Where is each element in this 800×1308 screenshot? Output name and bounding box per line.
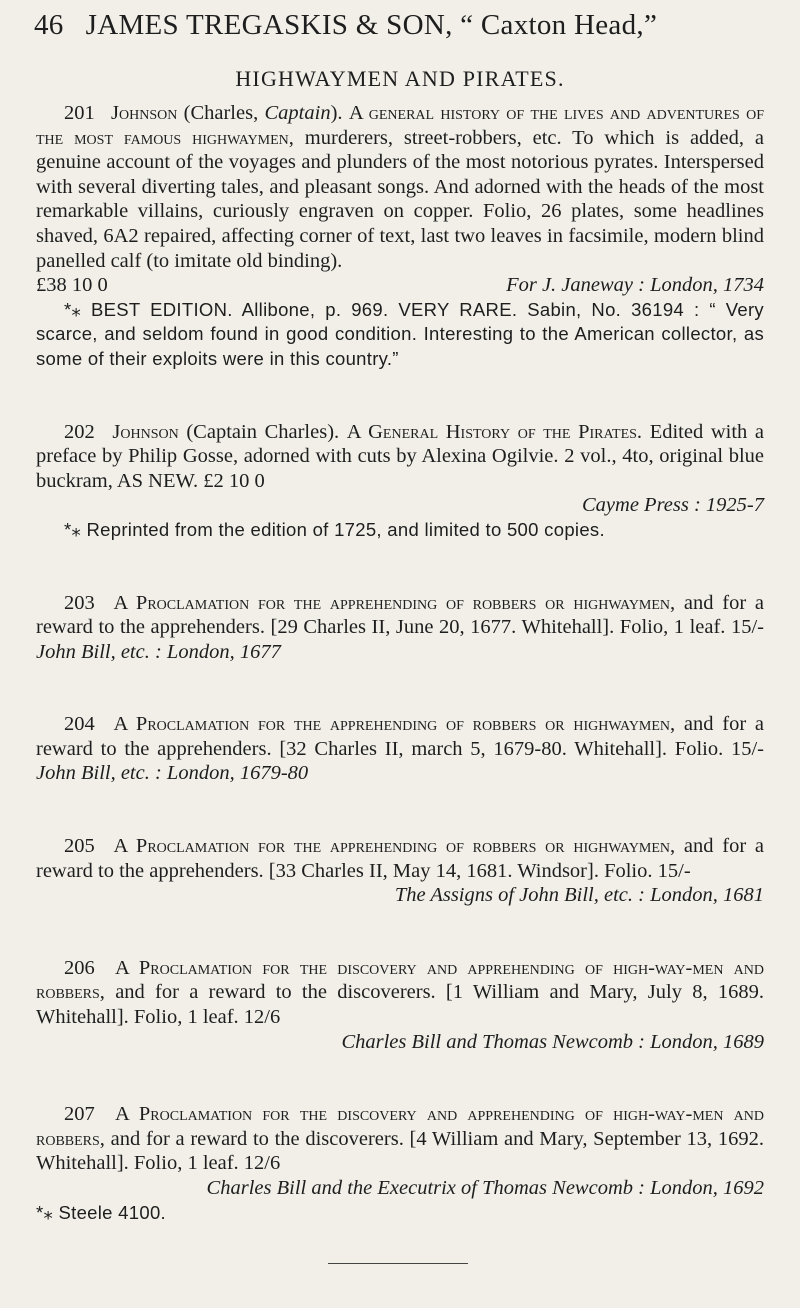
entry-note	[36, 298, 764, 372]
entry-number: 203	[64, 591, 95, 614]
entry-number: 205	[64, 835, 95, 858]
entry-imprint: Cayme Press : 1925-7	[582, 494, 764, 517]
entry-note-line2: 36194 : “ Very scarce, and seldom found in good condition. Interesting to the American collector, as some of their exploits were in this country.”	[36, 298, 764, 369]
entry-note: *⁎ Reprinted from the edition of 1725, and limited to 500 copies.	[64, 518, 605, 540]
entry-number: 204	[64, 713, 95, 736]
entry-body: Edited with a preface by Philip Gosse, adorned with cuts by Alexina Ogilvie. 2 vol., 4to, original blue buckram, AS NEW.	[36, 420, 765, 492]
catalogue-entry-207	[36, 1102, 764, 1225]
running-head	[34, 8, 770, 42]
entry-title: A general history of the lives and adventures of the most famous highwaymen,	[36, 102, 765, 149]
entry-title: A Proclamation for the apprehending of robbers or highwaymen,	[113, 835, 676, 858]
catalogue-entry-202	[36, 420, 764, 543]
entry-title: A Proclamation for the discovery and apprehending of high-way-men and robbers,	[36, 1103, 765, 1150]
publisher-name: JAMES TREGASKIS & SON, “ Caxton Head,”	[85, 9, 658, 41]
entry-author: Johnson	[112, 420, 179, 443]
price-line	[36, 273, 764, 298]
entry-body: and for a reward to the discoverers. [1 William and Mary, July 8, 1689. Whitehall]. Folio, 1 leaf. 12/6	[36, 981, 764, 1029]
entry-number: 201	[64, 102, 95, 124]
entry-body: murderers, street-robbers, etc. To which is added, a genuine account of the voyages and plunders of the most notorious pyrates. Interspersed with several diverting tales, and pleasant songs. And adorned with the heads of the most remarkable villains, curiously engraven on copper. Folio, 26 plates, some headlines shaved, 6A2 repaired, affecting corner of text, last two leaves in facsimile, modern blind panelled calf (to imitate old binding).	[36, 126, 765, 272]
entry-imprint: For J. Janeway : London, 1734	[506, 274, 764, 297]
entry-text	[36, 712, 764, 786]
entry-text	[36, 101, 764, 273]
entry-title: A Proclamation for the apprehending of robbers or highwaymen,	[113, 713, 676, 736]
entry-text	[36, 1102, 764, 1176]
entry-title: A Proclamation for the discovery and apprehending of high-way-men and robbers,	[36, 956, 765, 1004]
entry-title: A General History of the Pirates.	[346, 420, 643, 443]
entry-imprint: Charles Bill and the Executrix of Thomas Newcomb : London, 1692	[206, 1177, 764, 1199]
entry-body: and for a reward to the apprehenders. [33 Charles II, May 14, 1681. Windsor]. Folio. 15/-	[36, 835, 764, 882]
entry-note-line1: *⁎ BEST EDITION. Allibone, p. 969. VERY RARE. Sabin, No.	[64, 298, 622, 320]
entry-text	[36, 591, 764, 665]
entry-number: 202	[64, 420, 95, 443]
catalogue-entry-203	[36, 591, 764, 665]
entry-text	[36, 834, 764, 883]
entry-imprint: John Bill, etc. : London, 1677	[36, 640, 281, 663]
entry-price: £2 10 0	[203, 469, 265, 492]
entry-text	[36, 956, 764, 1030]
entry-body: and for a reward to the discoverers. [4 William and Mary, September 13, 1692. Whitehall]. Folio, 1 leaf. 12/6	[36, 1127, 764, 1175]
entry-list	[36, 101, 764, 1273]
entry-imprint: Charles Bill and Thomas Newcomb : London, 1689	[341, 1030, 764, 1053]
page-number: 46	[34, 9, 64, 41]
entry-body: and for a reward to the apprehenders. [29 Charles II, June 20, 1677. Whitehall]. Folio, 1 leaf. 15/-	[36, 591, 764, 639]
entry-number: 207	[64, 1103, 95, 1126]
entry-author: Johnson	[111, 102, 178, 124]
entry-text	[36, 420, 764, 494]
catalogue-entry-205	[36, 834, 764, 908]
entry-title: A Proclamation for the apprehending of robbers or highwaymen,	[113, 591, 676, 614]
entry-imprint: The Assigns of John Bill, etc. : London, 1681	[394, 884, 764, 907]
entry-price: £38 10 0	[36, 274, 108, 297]
entry-number: 206	[64, 956, 95, 979]
entry-author-close: ).	[330, 102, 343, 124]
catalogue-entry-201	[36, 101, 764, 372]
entry-author-rest: (Charles,	[177, 102, 265, 124]
section-title: HIGHWAYMEN AND PIRATES.	[235, 66, 565, 91]
entry-author-role: Captain	[264, 102, 331, 124]
entry-note: *⁎ Steele 4100.	[36, 1201, 166, 1223]
end-rule	[328, 1263, 468, 1264]
entry-body: and for a reward to the apprehenders. [32 Charles II, march 5, 1679-80. Whitehall]. Folio. 15/-	[36, 713, 764, 760]
catalogue-entry-204	[36, 712, 764, 786]
entry-author-rest: (Captain Charles).	[178, 420, 340, 443]
entry-imprint: John Bill, etc. : London, 1679-80	[36, 762, 309, 785]
catalogue-entry-206	[36, 956, 764, 1054]
